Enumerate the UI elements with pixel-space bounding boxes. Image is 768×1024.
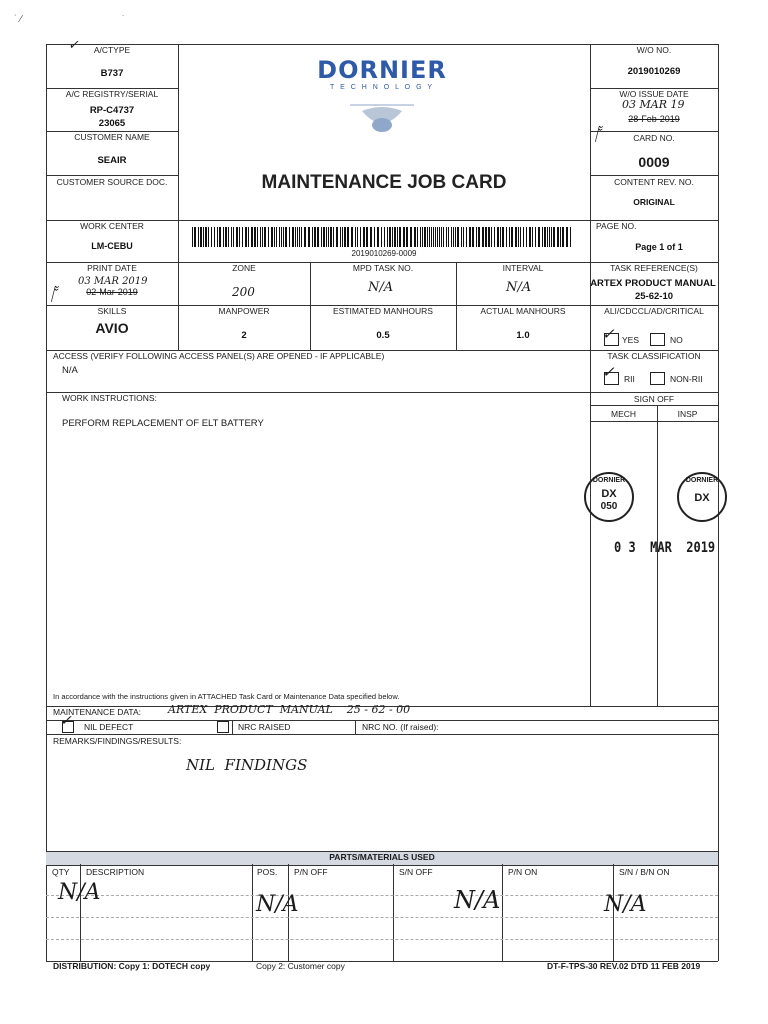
barcode-bar bbox=[515, 227, 517, 247]
wo-label: W/O NO. bbox=[636, 45, 672, 55]
barcode-bar bbox=[205, 227, 207, 247]
barcode-bar bbox=[377, 227, 379, 247]
stamp-text: DX bbox=[694, 492, 710, 504]
rule bbox=[590, 175, 718, 176]
barcode-bar bbox=[198, 227, 199, 247]
wo-date-handwritten: 03 MAR 19 bbox=[622, 98, 685, 111]
barcode-bar bbox=[281, 227, 282, 247]
barcode-bar bbox=[295, 227, 296, 247]
barcode-bar bbox=[570, 227, 571, 247]
barcode-bar bbox=[301, 227, 302, 247]
barcode-bar bbox=[366, 227, 368, 247]
barcode-bar bbox=[242, 227, 243, 247]
rev-label: CONTENT REV. NO. bbox=[614, 177, 694, 187]
barcode-bar bbox=[451, 227, 452, 247]
remarks-label: REMARKS/FINDINGS/RESULTS: bbox=[53, 736, 182, 746]
card-label: CARD NO. bbox=[633, 133, 675, 143]
maintenance-data-handwritten: ARTEX PRODUCT MANUAL 25 - 62 - 00 bbox=[168, 703, 411, 716]
rule bbox=[46, 734, 718, 735]
barcode-bar bbox=[410, 227, 412, 247]
barcode-bar bbox=[397, 227, 398, 247]
barcode-bar bbox=[491, 227, 492, 247]
barcode-bar bbox=[403, 227, 405, 247]
wo-date-struck: 28-Feb-2019 bbox=[628, 114, 680, 124]
insp-stamp bbox=[677, 472, 727, 522]
parts-na-sn-off: N/A bbox=[454, 886, 501, 914]
actual-manhours-value: 1.0 bbox=[516, 330, 530, 341]
barcode-bar bbox=[544, 227, 546, 247]
manpower-value: 2 bbox=[241, 330, 247, 341]
barcode-bar bbox=[233, 227, 234, 247]
margin-initial: ᚩ bbox=[48, 284, 59, 305]
instructions-label: WORK INSTRUCTIONS: bbox=[62, 393, 157, 403]
stamp-text: 050 bbox=[600, 501, 618, 512]
mech-label: MECH bbox=[610, 409, 637, 419]
distribution bbox=[53, 961, 210, 971]
barcode-bar bbox=[219, 227, 221, 247]
barcode-bar bbox=[225, 227, 227, 247]
sign-off-label: SIGN OFF bbox=[633, 394, 675, 404]
rule bbox=[590, 421, 718, 422]
non-rii-checkbox[interactable] bbox=[650, 372, 665, 385]
barcode-bar bbox=[466, 227, 467, 247]
barcode-bar bbox=[509, 227, 510, 247]
barcode-bar bbox=[264, 227, 266, 247]
barcode-bar bbox=[360, 227, 361, 247]
barcode-bar bbox=[279, 227, 280, 247]
parts-na-pos: N/A bbox=[256, 892, 299, 917]
distribution-copy2: Copy 2: Customer copy bbox=[256, 961, 345, 971]
task-class-label: TASK CLASSIFICATION bbox=[607, 351, 701, 361]
col-pn-on: P/N ON bbox=[508, 867, 538, 877]
barcode-bar bbox=[328, 227, 329, 247]
barcode-bar bbox=[387, 227, 388, 247]
barcode-bar bbox=[562, 227, 564, 247]
barcode-bar bbox=[285, 227, 287, 247]
barcode-bar bbox=[333, 227, 334, 247]
barcode-bar bbox=[211, 227, 212, 247]
actype-label: A/CTYPE bbox=[93, 45, 131, 55]
interval-handwritten: N/A bbox=[506, 280, 532, 295]
barcode-bar bbox=[518, 227, 519, 247]
barcode-bar bbox=[392, 227, 393, 247]
barcode-bar bbox=[208, 227, 209, 247]
source-doc-label: CUSTOMER SOURCE DOC. bbox=[56, 177, 168, 187]
barcode-bar bbox=[557, 227, 559, 247]
stamp-text: DX bbox=[601, 488, 617, 500]
rule bbox=[590, 405, 718, 406]
print-date-struck: 02-Mar-2019 bbox=[86, 287, 138, 297]
serial-value: 23065 bbox=[98, 118, 126, 129]
nil-defect-checkmark: ✓ bbox=[60, 713, 72, 729]
rii-label: RII bbox=[624, 374, 635, 384]
barcode-bar bbox=[424, 227, 426, 247]
barcode-bar bbox=[260, 227, 261, 247]
barcode bbox=[192, 227, 574, 247]
mpd-handwritten: N/A bbox=[368, 280, 394, 295]
rule bbox=[232, 720, 233, 734]
barcode-bar bbox=[321, 227, 322, 247]
barcode-bar bbox=[476, 227, 477, 247]
distribution-label: DISTRIBUTION: Copy 1: bbox=[53, 961, 153, 971]
col-pn-off: P/N OFF bbox=[294, 867, 328, 877]
barcode-bar bbox=[257, 227, 258, 247]
actual-manhours-label: ACTUAL MANHOURS bbox=[480, 306, 566, 316]
barcode-bar bbox=[304, 227, 306, 247]
logo-emblem bbox=[300, 91, 464, 135]
rule bbox=[502, 864, 503, 961]
barcode-bar bbox=[553, 227, 555, 247]
barcode-bar bbox=[274, 227, 275, 247]
barcode-bar bbox=[203, 227, 204, 247]
barcode-bar bbox=[389, 227, 391, 247]
page-title: MAINTENANCE JOB CARD bbox=[261, 172, 507, 193]
mpd-label: MPD TASK NO. bbox=[352, 263, 414, 273]
logo-wordmark: DORNIER bbox=[317, 56, 447, 84]
rule bbox=[590, 131, 718, 132]
barcode-bar bbox=[283, 227, 284, 247]
rule bbox=[590, 220, 591, 262]
barcode-bar bbox=[538, 227, 540, 247]
stamp-text: DORNIER bbox=[592, 477, 626, 484]
page-no-value: Page 1 of 1 bbox=[635, 242, 683, 252]
barcode-bar bbox=[446, 227, 447, 247]
barcode-bar bbox=[441, 227, 442, 247]
barcode-bar bbox=[448, 227, 449, 247]
barcode-bar bbox=[435, 227, 436, 247]
barcode-bar bbox=[251, 227, 253, 247]
dornier-logo bbox=[300, 58, 464, 138]
barcode-bar bbox=[485, 227, 487, 247]
col-description: DESCRIPTION bbox=[86, 867, 145, 877]
instructions-footnote: In accordance with the instructions given in ATTACHED Task Card or Maintenance Data specified below. bbox=[53, 692, 400, 701]
sign-off-date: 0 3 MAR 2019 bbox=[614, 538, 716, 556]
no-label: NO bbox=[670, 335, 683, 345]
rule bbox=[80, 864, 81, 961]
barcode-bar bbox=[566, 227, 568, 247]
barcode-bar bbox=[194, 227, 196, 247]
barcode-bar bbox=[551, 227, 552, 247]
rule bbox=[178, 44, 179, 220]
print-date-handwritten: 03 MAR 2019 bbox=[78, 276, 148, 287]
barcode-bar bbox=[262, 227, 263, 247]
est-manhours-value: 0.5 bbox=[376, 330, 390, 341]
barcode-bar bbox=[192, 227, 193, 247]
customer-label: CUSTOMER NAME bbox=[74, 132, 150, 142]
barcode-bar bbox=[357, 227, 358, 247]
col-sn-off: S/N OFF bbox=[399, 867, 433, 877]
barcode-bar bbox=[323, 227, 325, 247]
rii-checkmark: ✓ bbox=[602, 363, 615, 381]
no-checkbox[interactable] bbox=[650, 333, 665, 346]
scribble-mark: ✓ bbox=[68, 38, 79, 53]
barcode-bar bbox=[214, 227, 215, 247]
mech-stamp bbox=[584, 472, 634, 522]
barcode-bar bbox=[511, 227, 513, 247]
barcode-bar bbox=[381, 227, 382, 247]
rev-value: ORIGINAL bbox=[633, 197, 675, 207]
col-sn-on: S/N / B/N ON bbox=[619, 867, 670, 877]
access-value: N/A bbox=[62, 365, 78, 376]
wo-value: 2019010269 bbox=[627, 66, 681, 77]
barcode-bar bbox=[231, 227, 232, 247]
barcode-bar bbox=[326, 227, 327, 247]
barcode-bar bbox=[472, 227, 474, 247]
barcode-number: 2019010269-0009 bbox=[351, 249, 417, 258]
barcode-bar bbox=[478, 227, 480, 247]
barcode-bar bbox=[427, 227, 428, 247]
actype-value: B737 bbox=[100, 68, 124, 79]
barcode-bar bbox=[469, 227, 471, 247]
barcode-bar bbox=[317, 227, 319, 247]
remarks-handwritten: NIL FINDINGS bbox=[186, 756, 308, 774]
registry-label: A/C REGISTRY/SERIAL bbox=[65, 89, 159, 99]
barcode-bar bbox=[488, 227, 490, 247]
barcode-bar bbox=[523, 227, 524, 247]
barcode-bar bbox=[299, 227, 300, 247]
barcode-bar bbox=[268, 227, 269, 247]
barcode-bar bbox=[271, 227, 273, 247]
wo-date-label: W/O ISSUE DATE bbox=[619, 89, 689, 99]
zone-label: ZONE bbox=[232, 263, 256, 273]
task-ref-label: TASK REFERENCE(S) bbox=[610, 263, 698, 273]
rule bbox=[46, 175, 178, 176]
barcode-bar bbox=[245, 227, 247, 247]
barcode-bar bbox=[292, 227, 294, 247]
barcode-bar bbox=[455, 227, 456, 247]
barcode-bar bbox=[347, 227, 349, 247]
barcode-bar bbox=[443, 227, 444, 247]
barcode-bar bbox=[502, 227, 504, 247]
print-date-label: PRINT DATE bbox=[87, 263, 137, 273]
barcode-bar bbox=[394, 227, 396, 247]
rule bbox=[355, 720, 356, 734]
barcode-bar bbox=[529, 227, 531, 247]
registry-value: RP-C4737 bbox=[89, 105, 135, 116]
barcode-bar bbox=[422, 227, 423, 247]
barcode-bar bbox=[433, 227, 434, 247]
rule bbox=[46, 720, 718, 721]
barcode-bar bbox=[342, 227, 343, 247]
barcode-bar bbox=[482, 227, 484, 247]
access-label: ACCESS (VERIFY FOLLOWING ACCESS PANEL(S) ARE OPENED - IF APPLICABLE) bbox=[53, 351, 385, 361]
stamp-text: DORNIER bbox=[685, 477, 719, 484]
barcode-bar bbox=[228, 227, 229, 247]
barcode-bar bbox=[497, 227, 499, 247]
barcode-bar bbox=[414, 227, 416, 247]
barcode-bar bbox=[420, 227, 421, 247]
barcode-bar bbox=[457, 227, 459, 247]
barcode-bar bbox=[560, 227, 561, 247]
parts-na-sn-on: N/A bbox=[604, 892, 647, 917]
rule bbox=[657, 405, 658, 706]
barcode-bar bbox=[308, 227, 310, 247]
barcode-bar bbox=[217, 227, 218, 247]
barcode-bar bbox=[351, 227, 353, 247]
zone-handwritten: 200 bbox=[232, 285, 255, 299]
barcode-bar bbox=[330, 227, 332, 247]
barcode-bar bbox=[276, 227, 277, 247]
barcode-bar bbox=[526, 227, 527, 247]
barcode-bar bbox=[223, 227, 224, 247]
barcode-bar bbox=[500, 227, 501, 247]
barcode-bar bbox=[547, 227, 548, 247]
row-guide bbox=[46, 917, 718, 918]
barcode-bar bbox=[374, 227, 375, 247]
rule bbox=[393, 864, 394, 961]
maintenance-data-label: MAINTENANCE DATA: bbox=[53, 707, 141, 717]
non-rii-label: NON-RII bbox=[670, 374, 703, 384]
barcode-bar bbox=[549, 227, 550, 247]
skills-label: SKILLS bbox=[97, 306, 127, 316]
barcode-bar bbox=[239, 227, 240, 247]
barcode-bar bbox=[254, 227, 256, 247]
col-qty: QTY bbox=[52, 867, 70, 877]
yes-checkmark: ✓ bbox=[602, 325, 615, 343]
barcode-bar bbox=[399, 227, 401, 247]
barcode-bar bbox=[384, 227, 385, 247]
interval-label: INTERVAL bbox=[502, 263, 544, 273]
barcode-bar bbox=[236, 227, 238, 247]
scan-mark: ˙ bbox=[122, 14, 125, 24]
barcode-bar bbox=[248, 227, 249, 247]
work-center-label: WORK CENTER bbox=[80, 221, 144, 231]
parts-title: PARTS/MATERIALS USED bbox=[329, 852, 435, 862]
barcode-bar bbox=[437, 227, 438, 247]
instructions-text: PERFORM REPLACEMENT OF ELT BATTERY bbox=[62, 418, 264, 429]
nrc-raised-checkbox[interactable] bbox=[217, 721, 229, 733]
barcode-bar bbox=[336, 227, 338, 247]
barcode-bar bbox=[370, 227, 372, 247]
barcode-bar bbox=[461, 227, 462, 247]
barcode-bar bbox=[542, 227, 543, 247]
distribution-copy1: DOTECH copy bbox=[152, 961, 211, 971]
barcode-bar bbox=[463, 227, 464, 247]
nrc-no-label: NRC NO. (If raised): bbox=[362, 722, 439, 732]
task-ref-value: ARTEX PRODUCT MANUAL bbox=[590, 278, 716, 289]
card-value: 0009 bbox=[638, 154, 670, 170]
barcode-bar bbox=[340, 227, 341, 247]
ali-label: ALI/CDCCL/AD/CRITICAL bbox=[604, 306, 704, 316]
form-code: DT-F-TPS-30 REV.02 DTD 11 FEB 2019 bbox=[547, 961, 701, 971]
work-center-value: LM-CEBU bbox=[91, 241, 133, 251]
logo-subtitle: T E C H N O L O G Y bbox=[330, 84, 434, 91]
yes-label: YES bbox=[622, 335, 640, 345]
nil-defect-label: NIL DEFECT bbox=[84, 722, 134, 732]
barcode-bar bbox=[532, 227, 533, 247]
rule bbox=[178, 220, 179, 262]
barcode-bar bbox=[406, 227, 408, 247]
barcode-bar bbox=[439, 227, 440, 247]
scan-mark: ˙ ⁄ bbox=[14, 14, 22, 25]
row-guide bbox=[46, 939, 718, 940]
margin-initial: ᚩ bbox=[592, 124, 603, 145]
skills-value: AVIO bbox=[95, 320, 129, 336]
barcode-bar bbox=[417, 227, 418, 247]
nrc-raised-label: NRC RAISED bbox=[238, 722, 291, 732]
barcode-bar bbox=[344, 227, 346, 247]
page-no-label: PAGE NO. bbox=[596, 221, 637, 231]
barcode-bar bbox=[520, 227, 521, 247]
barcode-bar bbox=[297, 227, 298, 247]
barcode-bar bbox=[289, 227, 290, 247]
barcode-bar bbox=[312, 227, 313, 247]
barcode-bar bbox=[355, 227, 356, 247]
insp-label: INSP bbox=[677, 409, 698, 419]
col-pos: POS. bbox=[257, 867, 278, 877]
barcode-bar bbox=[363, 227, 365, 247]
est-manhours-label: ESTIMATED MANHOURS bbox=[333, 306, 433, 316]
barcode-bar bbox=[506, 227, 507, 247]
manpower-label: MANPOWER bbox=[218, 306, 270, 316]
barcode-bar bbox=[314, 227, 316, 247]
barcode-bar bbox=[431, 227, 432, 247]
parts-na-qty: N/A bbox=[58, 880, 101, 905]
barcode-bar bbox=[453, 227, 454, 247]
customer-value: SEAIR bbox=[97, 155, 127, 166]
barcode-bar bbox=[429, 227, 430, 247]
barcode-bar bbox=[535, 227, 536, 247]
barcode-bar bbox=[200, 227, 202, 247]
rule bbox=[590, 392, 591, 706]
rule bbox=[252, 864, 253, 961]
task-ref-number: 25-62-10 bbox=[634, 291, 674, 302]
barcode-bar bbox=[494, 227, 495, 247]
